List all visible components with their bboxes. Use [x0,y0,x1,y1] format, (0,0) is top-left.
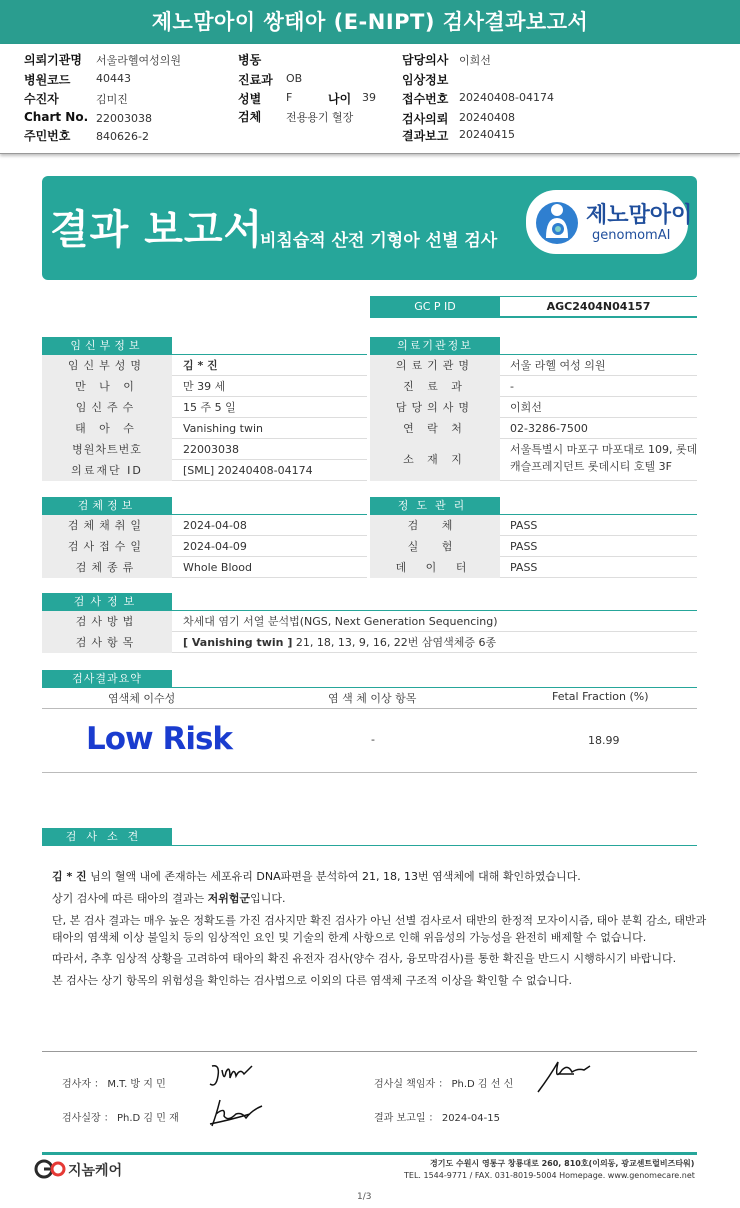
report-banner [42,176,697,280]
header-info-panel [0,44,740,154]
table-row [370,418,697,439]
row-value-rest: 21, 18, 13, 9, 16, 22번 삼염색체증 6종 [292,636,497,649]
row-label: 데 이 터 [370,557,500,578]
table-row [370,515,697,536]
field-value: 840626-2 [96,130,149,143]
row-value: 김 * 진 [183,359,218,372]
table-row [42,439,367,460]
field-value: 이희선 [459,54,491,67]
field-label: 수진자 [24,92,59,106]
lab-head-label: 검사실 책임자 ： Ph.D 김 선 신 [374,1079,514,1090]
row-value: Vanishing twin [183,422,263,435]
row-label: 임신주수 [42,397,172,418]
field-label: 결과보고 [402,129,449,143]
table-row [42,376,367,397]
gc-pid-label: GC P ID [370,296,500,318]
row-label: 소 재 지 [370,439,500,481]
summary-col-aneuploidy: 염색체 이수성 [108,692,176,705]
field-label: 접수번호 [402,92,449,106]
table-row [42,460,367,481]
row-value-bold: [ Vanishing twin ] [183,636,293,649]
row-value: 02-3286-7500 [510,422,588,435]
field-label: 주민번호 [24,129,71,143]
logo-text: 제노맘아이 [586,203,693,228]
field-value: 20240415 [459,128,515,141]
director-signature-icon [206,1096,266,1130]
row-value: - [510,380,514,393]
row-value: 차세대 염기 서열 분석법(NGS, Next Generation Sequencing) [183,615,498,628]
field-value: 전용용기 혈장 [286,111,354,124]
table-row [42,515,367,536]
table-row [42,611,697,632]
field-label: 성별 [238,92,262,106]
field-label: 병원코드 [24,73,71,87]
genomom-logo [526,190,693,254]
table-row [42,397,367,418]
field-label: 담당의사 [402,53,449,67]
table-row [370,536,697,557]
banner-subtitle: 비침습적 산전 기형아 선별 검사 [260,231,498,251]
field-label: 의뢰기관명 [24,53,82,67]
low-risk-group-bold: 저위험군 [207,892,251,905]
footer-divider [42,1152,697,1155]
field-label: 진료과 [238,73,273,87]
section-tab-qc: 정도관리 [370,497,500,515]
section-divider [42,845,697,846]
field-label: Chart No. [24,110,89,124]
section-tab-test: 검사정보 [42,593,172,611]
row-value: 15 주 5 일 [183,401,236,414]
field-label: 나이 [328,92,352,106]
field-value: 40443 [96,72,131,85]
table-row [42,355,367,376]
table-row [370,376,697,397]
table-row [42,536,367,557]
logo-subtext: genomomAI [592,228,671,243]
table-row [370,397,697,418]
opinion-line [52,891,286,907]
section-divider [42,687,697,688]
gc-pid-value: AGC2404N04157 [500,296,697,318]
row-value: PASS [510,540,538,553]
summary-header-divider [42,708,697,709]
table-row [42,632,697,653]
row-value: Whole Blood [183,561,252,574]
table-row [42,557,367,578]
row-value: 2024-04-09 [183,540,247,553]
row-value: PASS [510,519,538,532]
report-title: 제노맘아이 쌍태아 (E-NIPT) 검사결과보고서 [0,0,740,44]
opinion-line: 태아의 염색체 이상 불일치 등의 임상적인 요인 및 기술의 한계 사항으로 인해 위음성의 가능성을 완전히 배제할 수 없습니다. [52,931,647,944]
table-row [370,355,697,376]
opinion-text: 입니다. [250,892,286,905]
field-label: 검사의뢰 [402,112,449,126]
section-tab-opinion: 검사소견 [42,828,172,846]
row-value: 22003038 [183,443,239,456]
field-value: F [286,91,293,104]
summary-bottom-divider [42,772,697,773]
director-label: 검사실장 ： Ph.D 김 민 재 [62,1113,179,1124]
field-value: 20240408 [459,111,515,124]
opinion-line: 본 검사는 상기 항목의 위험성을 확인하는 검사법으로 이외의 다른 염색체 구조적 이상을 확인할 수 없습니다. [52,974,572,987]
banner-title: 결과 보고서 [50,207,264,253]
result-low-risk: Low Risk [86,721,233,757]
table-row [370,557,697,578]
lab-head-signature-icon [534,1056,594,1096]
opinion-line: 단, 본 검사 결과는 매우 높은 정확도를 가진 검사지만 확진 검사가 아닌 선별 검사로서 태반의 한정적 모자이시즘, 태아 분획 감소, 태반과 [52,914,707,927]
row-label: 담당의사명 [370,397,500,418]
field-value: OB [286,72,303,85]
genomecare-logo-icon [34,1159,68,1179]
signature-divider [42,1051,697,1052]
row-label: 실 험 [370,536,500,557]
row-label: 태 아 수 [42,418,172,439]
row-value [183,632,496,653]
row-label: 검 체 [370,515,500,536]
row-value-line2: 캐슬프레지던트 롯데시티 호텔 3F [510,460,672,473]
row-label: 병원차트번호 [42,439,172,460]
section-tab-patient: 임신부정보 [42,337,172,355]
row-value: 만 39 세 [183,380,226,393]
opinion-line [52,869,581,885]
row-value: PASS [510,561,538,574]
field-label: 병동 [238,53,262,67]
report-date-label: 결과 보고일 ： 2024-04-15 [374,1113,500,1124]
row-label: 의료기관명 [370,355,500,376]
row-label: 검체종류 [42,557,172,578]
summary-col-abnormal: 염 색 체 이상 항목 [328,692,417,705]
fetal-fraction-value: 18.99 [588,734,620,747]
row-value: 서울특별시 마포구 마포대로 109, 롯데 [510,443,698,456]
page-number: 1/3 [357,1192,372,1202]
field-label: 임상정보 [402,73,449,87]
field-value: 20240408-04174 [459,91,554,104]
opinion-text: 상기 검사에 따른 태아의 결과는 [52,892,208,905]
row-label: 의료재단 ID [42,460,172,481]
table-row [370,439,697,481]
mother-baby-icon [534,198,580,246]
field-label: 검체 [238,110,262,124]
abnormal-value: - [371,733,375,746]
row-label: 연 락 처 [370,418,500,439]
company-address: 경기도 수원시 영통구 창룡대로 260, 810호(이의동, 광교센트럴비즈타워) [430,1159,695,1168]
field-value: 서울라헬여성의원 [96,54,182,67]
row-label: 검체채취일 [42,515,172,536]
row-value: 이희선 [510,401,542,414]
opinion-line: 따라서, 추후 임상적 상황을 고려하여 태아의 확진 유전자 검사(양수 검사, 융모막검사)를 통한 확진을 반드시 시행하시기 바랍니다. [52,952,677,965]
summary-col-fetal-fraction: Fetal Fraction (%) [552,690,649,703]
row-label: 진 료 과 [370,376,500,397]
company-contact: TEL. 1544-9771 / FAX. 031-8019-5004 Homepage. www.genomecare.net [404,1171,695,1180]
row-value: [SML] 20240408-04174 [183,464,313,477]
section-tab-specimen: 검체정보 [42,497,172,515]
examiner-label: 검사자 ： M.T. 방 지 민 [62,1079,166,1090]
row-label: 검사방법 [42,611,172,632]
row-value: 서울 라헬 여성 의원 [510,359,606,372]
row-label: 만 나 이 [42,376,172,397]
field-value: 22003038 [96,112,152,125]
patient-name-bold: 김 * 진 [52,870,87,883]
row-value: 2024-04-08 [183,519,247,532]
section-tab-summary: 검사결과요약 [42,670,172,688]
row-label: 검사항목 [42,632,172,653]
table-row [42,418,367,439]
company-name: 지놈케어 [68,1163,123,1179]
examiner-signature-icon [206,1060,256,1092]
section-tab-institution: 의료기관정보 [370,337,500,355]
opinion-text: 님의 혈액 내에 존재하는 세포유리 DNA파편을 분석하여 21, 18, 13번 염색체에 대해 확인하였습니다. [86,870,581,883]
row-label: 임신부성명 [42,355,172,376]
field-value: 김미진 [96,93,128,106]
row-label: 검사접수일 [42,536,172,557]
field-value: 39 [362,91,376,104]
